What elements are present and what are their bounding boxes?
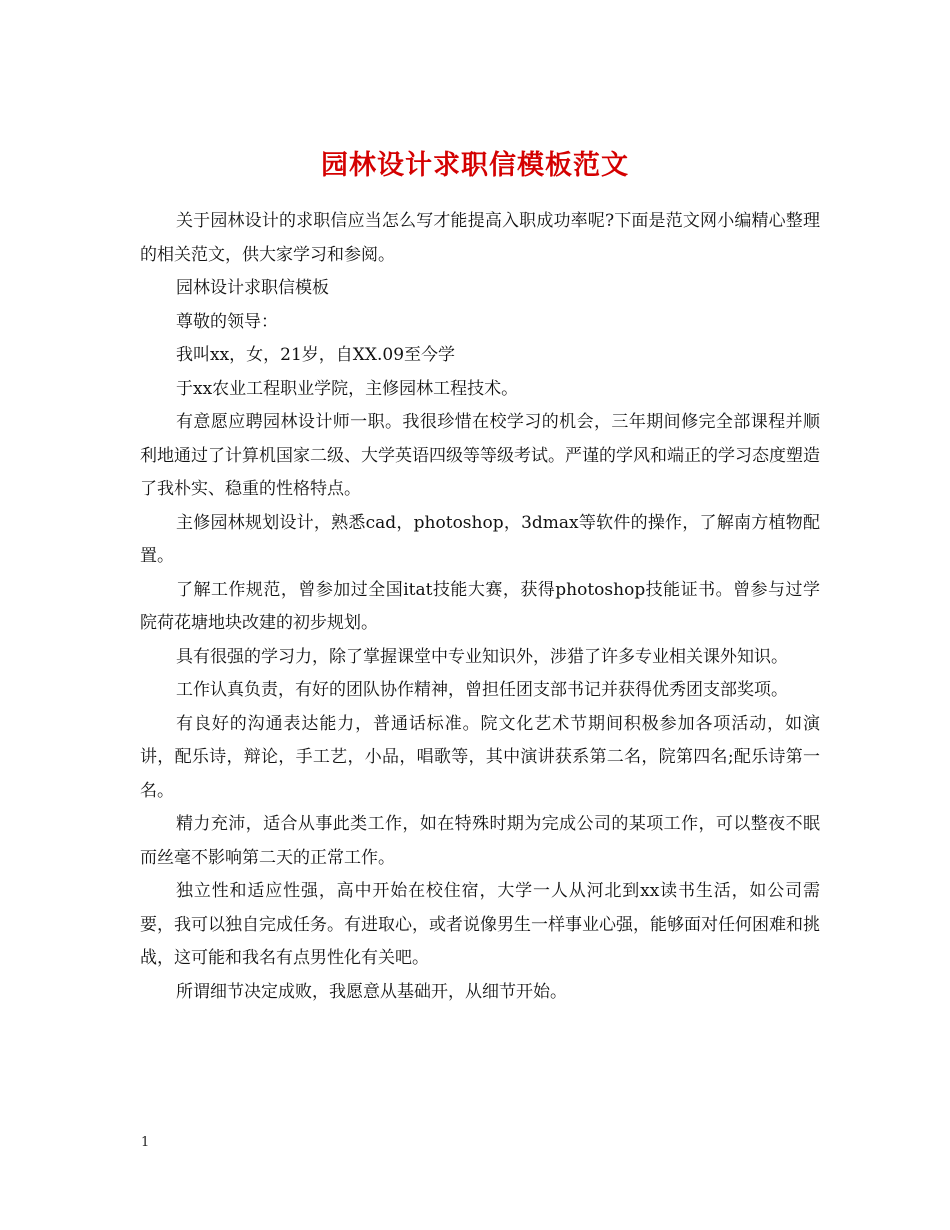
paragraph-responsibility: 工作认真负责，有好的团队协作精神，曾担任团支部书记并获得优秀团支部奖项。	[176, 680, 788, 700]
paragraph-name: 我叫xx，女，21岁，自XX.09至今学	[176, 345, 456, 365]
paragraph-salutation: 尊敬的领导：	[176, 311, 278, 332]
document-title: 园林设计求职信模板范文	[321, 150, 629, 182]
paragraph-intro: 关于园林设计的求职信应当怎么写才能提高入职成功率呢?下面是范文网小编精心整理的相关范文，供大家学习和参阅。	[140, 211, 820, 265]
page-number: 1	[141, 1135, 150, 1150]
paragraph-school: 于xx农业工程职业学院，主修园林工程技术。	[176, 378, 519, 399]
paragraph-energy: 精力充沛，适合从事此类工作，如在特殊时期为完成公司的某项工作，可以整夜不眠而丝毫不影响第二天的正常工作。	[140, 814, 820, 868]
paragraph-details: 所谓细节决定成败，我愿意从基础开，从细节开始。	[176, 981, 567, 1002]
paragraph-learning: 具有很强的学习力，除了掌握课堂中专业知识外，涉猎了许多专业相关课外知识。	[176, 646, 788, 667]
paragraph-position: 有意愿应聘园林设计师一职。我很珍惜在校学习的机会，三年期间修完全部课程并顺利地通过了计算机国家二级、大学英语四级等等级考试。严谨的学风和端正的学习态度塑造了我朴实、稳重的性格特点。	[140, 412, 820, 499]
paragraph-independence: 独立性和适应性强，高中开始在校住宿，大学一人从河北到xx读书生活，如公司需要，我可以独自完成任务。有进取心，或者说像男生一样事业心强，能够面对任何困难和挑战，这可能和我名有点男性化有关吧。	[140, 881, 820, 968]
paragraph-subtitle: 园林设计求职信模板	[176, 278, 329, 298]
paragraph-certificate: 了解工作规范，曾参加过全国itat技能大赛，获得photoshop技能证书。曾参与过学院荷花塘地块改建的初步规划。	[140, 579, 820, 633]
paragraph-software-skills: 主修园林规划设计，熟悉cad，photoshop，3dmax等软件的操作，了解南方植物配置。	[140, 512, 820, 566]
document-body	[140, 205, 820, 1009]
paragraph-communication: 有良好的沟通表达能力，普通话标准。院文化艺术节期间积极参加各项活动，如演讲，配乐诗，辩论，手工艺，小品，唱歌等，其中演讲获系第二名，院第四名;配乐诗第一名。	[140, 713, 820, 801]
